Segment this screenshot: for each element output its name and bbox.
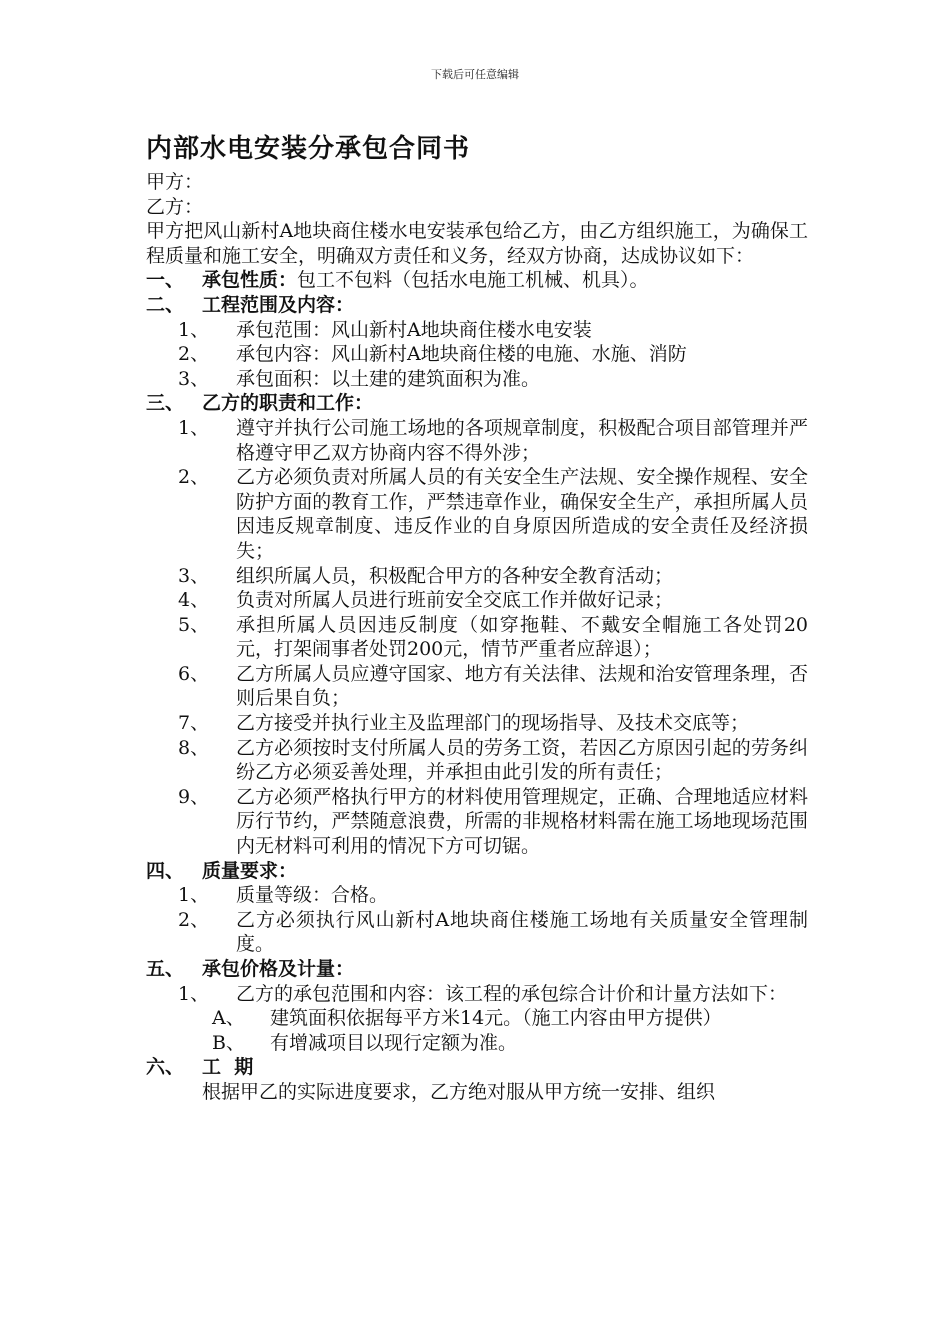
section-5 xyxy=(146,957,808,982)
sub-item xyxy=(146,1031,808,1056)
document-body xyxy=(146,170,808,1105)
list-item xyxy=(146,711,808,736)
item-text: 负责对所属人员进行班前安全交底工作并做好记录； xyxy=(236,589,674,612)
list-item xyxy=(146,613,808,662)
section-heading: 承包价格及计量： xyxy=(202,958,355,980)
item-number: 1、 xyxy=(178,416,210,439)
section-2 xyxy=(146,293,808,318)
item-number: 5、 xyxy=(178,613,210,636)
party-b-line: 乙方： xyxy=(146,195,204,218)
item-number: 6、 xyxy=(178,662,210,685)
section-number: 三、 xyxy=(146,392,185,415)
list-item xyxy=(146,662,808,711)
item-text: 乙方接受并执行业主及监理部门的现场指导、及技术交底等； xyxy=(236,712,750,735)
section-number: 二、 xyxy=(146,293,185,316)
list-item xyxy=(146,908,808,957)
section-number: 四、 xyxy=(146,859,185,882)
list-item xyxy=(146,416,808,465)
item-number: 9、 xyxy=(178,785,210,808)
item-number: 1、 xyxy=(178,982,210,1005)
section-3 xyxy=(146,391,808,416)
sub-item xyxy=(146,1006,808,1031)
item-number: 1、 xyxy=(178,884,210,907)
item-text: 乙方的承包范围和内容：该工程的承包综合计价和计量方法如下： xyxy=(236,982,788,1005)
section-heading: 质量要求： xyxy=(202,859,298,882)
list-item xyxy=(146,564,808,589)
item-number: 2、 xyxy=(178,908,210,931)
document-title: 内部水电安装分承包合同书 xyxy=(146,134,471,164)
page-header: 下载后可任意编辑 xyxy=(431,68,519,81)
item-number: 1、 xyxy=(178,318,210,341)
item-text: 承担所属人员因违反制度（如穿拖鞋、不戴安全帽施工各处罚20元，打架闹事者处罚200元，情节严重者应辞退）； xyxy=(236,613,808,661)
item-number: 2、 xyxy=(178,466,210,489)
intro-paragraph: 甲方把风山新村A地块商住楼水电安装承包给乙方，由乙方组织施工，为确保工程质量和施工安全，明确双方责任和义务，经双方协商，达成协议如下： xyxy=(146,220,808,267)
item-text: 乙方必须严格执行甲方的材料使用管理规定，正确、合理地适应材料厉行节约，严禁随意浪费，所需的非规格材料需在施工场地现场范围内无材料可利用的情况下方可切锯。 xyxy=(236,785,808,858)
item-text: 乙方所属人员应遵守国家、地方有关法律、法规和治安管理条理，否则后果自负； xyxy=(236,662,808,710)
list-item xyxy=(146,883,808,908)
item-text: 承包范围：风山新村A地块商住楼水电安装 xyxy=(236,318,592,341)
list-item xyxy=(146,588,808,613)
list-item xyxy=(146,342,808,367)
item-text: 遵守并执行公司施工场地的各项规章制度，积极配合项目部管理并严格遵守甲乙双方协商内容不得外涉； xyxy=(236,416,808,464)
sub-item-letter: B、 xyxy=(212,1031,245,1054)
item-number: 2、 xyxy=(178,343,210,366)
list-item xyxy=(146,982,808,1007)
list-item xyxy=(146,736,808,785)
list-item xyxy=(146,367,808,392)
section-number: 六、 xyxy=(146,1056,185,1079)
item-number: 8、 xyxy=(178,736,210,759)
section-6 xyxy=(146,1055,808,1080)
item-text: 承包面积：以土建的建筑面积为准。 xyxy=(236,367,541,390)
party-a-line: 甲方： xyxy=(146,171,204,193)
item-number: 3、 xyxy=(178,367,210,390)
section-heading: 工程范围及内容： xyxy=(202,293,355,316)
section-6-text: 根据甲乙的实际进度要求，乙方绝对服从甲方统一安排、组织 xyxy=(202,1080,716,1103)
section-1 xyxy=(146,268,808,293)
item-text: 乙方必须负责对所属人员的有关安全生产法规、安全操作规程、安全防护方面的教育工作，严禁违章作业，确保安全生产，承担所属人员因违反规章制度、违反作业的自身原因所造成的安全责任及经济损失； xyxy=(236,466,808,562)
list-item xyxy=(146,318,808,343)
section-number: 一、 xyxy=(146,269,185,292)
sub-item-text: 建筑面积依据每平方米14元。（施工内容由甲方提供） xyxy=(270,1007,722,1030)
section-number: 五、 xyxy=(146,958,185,980)
item-text: 乙方必须执行风山新村A地块商住楼施工场地有关质量安全管理制度。 xyxy=(236,908,808,956)
item-number: 4、 xyxy=(178,589,210,612)
section-heading: 乙方的职责和工作： xyxy=(202,392,374,415)
sub-item-text: 有增减项目以现行定额为准。 xyxy=(270,1031,518,1054)
section-text: 包工不包料（包括水电施工机械、机具）。 xyxy=(297,269,649,292)
section-heading: 工 期 xyxy=(202,1056,254,1079)
section-4 xyxy=(146,859,808,884)
item-number: 3、 xyxy=(178,564,210,587)
item-text: 乙方必须按时支付所属人员的劳务工资，若因乙方原因引起的劳务纠纷乙方必须妥善处理，并承担由此引发的所有责任； xyxy=(236,736,808,784)
section-heading: 承包性质： xyxy=(202,269,298,292)
list-item xyxy=(146,465,808,563)
item-text: 承包内容：风山新村A地块商住楼的电施、水施、消防 xyxy=(236,343,687,366)
item-number: 7、 xyxy=(178,712,210,735)
item-text: 质量等级：合格。 xyxy=(236,884,389,907)
item-text: 组织所属人员，积极配合甲方的各种安全教育活动； xyxy=(236,564,674,587)
list-item xyxy=(146,785,808,859)
sub-item-letter: A、 xyxy=(212,1007,245,1030)
